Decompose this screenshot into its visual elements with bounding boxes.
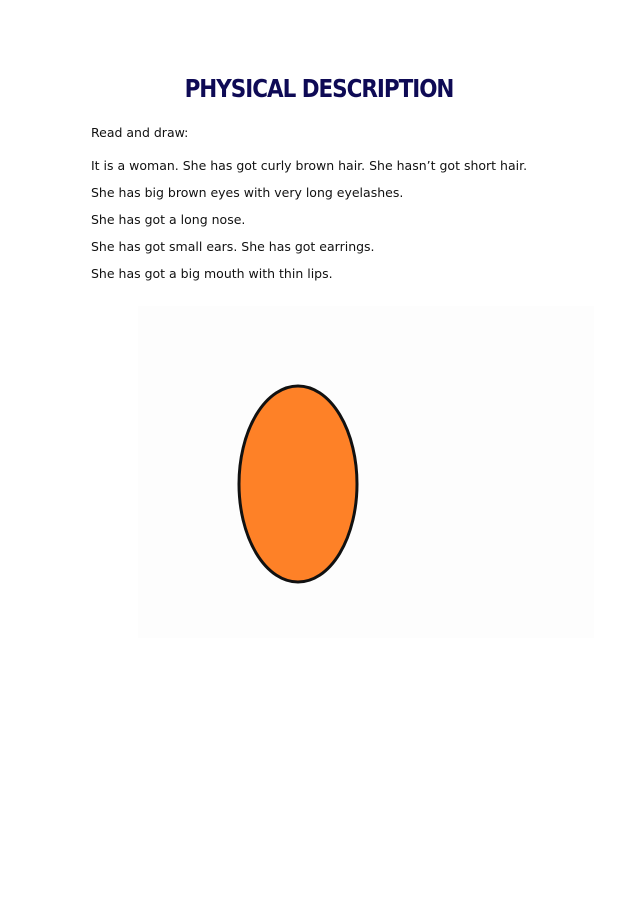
description-line-5: She has got a big mouth with thin lips. xyxy=(91,266,333,281)
description-line-2: She has big brown eyes with very long eyelashes. xyxy=(91,185,404,200)
face-oval-shape xyxy=(239,386,357,582)
description-line-1: It is a woman. She has got curly brown hair. She hasn’t got short hair. xyxy=(91,158,528,173)
page-title: PHYSICAL DESCRIPTION xyxy=(184,74,454,103)
drawing-area[interactable] xyxy=(138,306,594,638)
description-line-4: She has got small ears. She has got earrings. xyxy=(91,239,375,254)
instruction-text: Read and draw: xyxy=(91,125,189,140)
description-line-3: She has got a long nose. xyxy=(91,212,246,227)
face-drawing xyxy=(138,306,594,638)
